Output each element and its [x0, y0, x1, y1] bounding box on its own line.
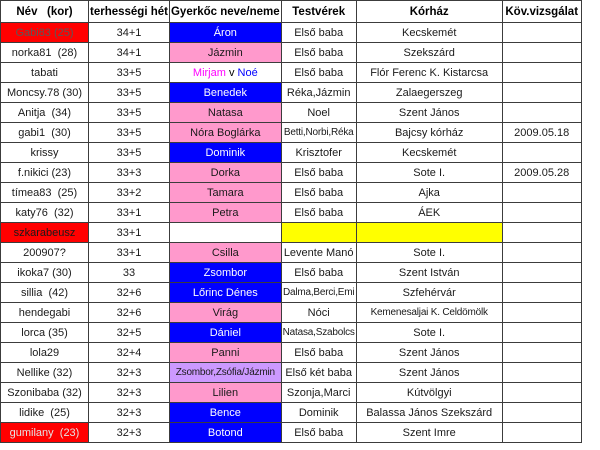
week-cell[interactable]: 32+3 [89, 423, 170, 443]
name-cell[interactable]: 200907? [1, 243, 89, 263]
week-cell[interactable]: 33+3 [89, 163, 170, 183]
column-header-child[interactable]: Gyerkőc neve/neme [169, 1, 281, 23]
table-row [1, 163, 582, 183]
next-exam-cell[interactable] [502, 203, 581, 223]
week-cell[interactable]: 33 [89, 263, 170, 283]
week-cell[interactable]: 33+5 [89, 63, 170, 83]
siblings-cell[interactable]: Első baba [281, 43, 356, 63]
child-name-cell[interactable]: Benedek [169, 83, 281, 103]
next-exam-cell[interactable]: 2009.05.28 [502, 163, 581, 183]
week-cell[interactable]: 32+6 [89, 283, 170, 303]
name-cell[interactable]: ikoka7 (30) [1, 263, 89, 283]
siblings-cell[interactable] [281, 223, 356, 243]
table-row [1, 423, 582, 443]
child-name-cell[interactable]: Lilien [169, 383, 281, 403]
week-cell[interactable]: 33+5 [89, 123, 170, 143]
week-cell[interactable]: 34+1 [89, 23, 170, 43]
siblings-cell[interactable]: Krisztofer [281, 143, 356, 163]
week-cell[interactable]: 33+2 [89, 183, 170, 203]
week-cell[interactable]: 33+1 [89, 203, 170, 223]
name-cell[interactable]: Nellike (32) [1, 363, 89, 383]
child-name-cell[interactable]: Zsombor [169, 263, 281, 283]
child-name-cell[interactable] [169, 223, 281, 243]
hospital-cell[interactable]: Sote I. [356, 323, 502, 343]
table-row [1, 343, 582, 363]
table-header [1, 1, 582, 23]
child-name-cell[interactable]: Botond [169, 423, 281, 443]
name-cell[interactable]: hendegabi [1, 303, 89, 323]
child-name-cell[interactable]: Virág [169, 303, 281, 323]
table-row [1, 263, 582, 283]
next-exam-cell[interactable] [502, 263, 581, 283]
next-exam-cell[interactable] [502, 143, 581, 163]
table-row [1, 203, 582, 223]
name-cell[interactable]: Szonibaba (32) [1, 383, 89, 403]
next-exam-cell[interactable] [502, 103, 581, 123]
hospital-cell[interactable]: Kecskemét [356, 23, 502, 43]
column-header-siblings[interactable]: Testvérek [281, 1, 356, 23]
table-row [1, 383, 582, 403]
next-exam-cell[interactable] [502, 303, 581, 323]
hospital-cell[interactable]: ÁEK [356, 203, 502, 223]
child-name-part: Noé [237, 66, 258, 79]
name-cell[interactable]: Gabi83 (25) [1, 23, 89, 43]
week-cell[interactable]: 33+5 [89, 143, 170, 163]
hospital-cell[interactable] [356, 223, 502, 243]
siblings-cell[interactable]: Első két baba [281, 363, 356, 383]
name-cell[interactable]: lorca (35) [1, 323, 89, 343]
child-name-cell[interactable] [169, 63, 281, 83]
siblings-cell[interactable]: Szonja,Marci [281, 383, 356, 403]
next-exam-cell[interactable] [502, 323, 581, 343]
siblings-cell[interactable]: Első baba [281, 423, 356, 443]
column-header-name[interactable]: Név (kor) [1, 1, 89, 23]
child-name-cell[interactable]: Petra [169, 203, 281, 223]
next-exam-cell[interactable] [502, 23, 581, 43]
name-cell[interactable]: norka81 (28) [1, 43, 89, 63]
table-row [1, 23, 582, 43]
table-body [1, 23, 582, 443]
child-name-cell[interactable]: Nóra Boglárka [169, 123, 281, 143]
name-cell[interactable]: katy76 (32) [1, 203, 89, 223]
child-name-cell[interactable]: Tamara [169, 183, 281, 203]
siblings-cell[interactable]: Első baba [281, 163, 356, 183]
child-name-cell[interactable]: Lőrinc Dénes [169, 283, 281, 303]
name-cell[interactable]: f.nikici (23) [1, 163, 89, 183]
siblings-cell[interactable]: Noel [281, 103, 356, 123]
name-cell[interactable]: gabi1 (30) [1, 123, 89, 143]
next-exam-cell[interactable] [502, 83, 581, 103]
name-cell[interactable]: tabati [1, 63, 89, 83]
week-cell[interactable]: 33+1 [89, 223, 170, 243]
hospital-cell[interactable]: Szent István [356, 263, 502, 283]
table-row [1, 223, 582, 243]
child-name-cell[interactable]: Panni [169, 343, 281, 363]
name-cell[interactable]: sillia (42) [1, 283, 89, 303]
column-header-week[interactable]: terhességi hét [89, 1, 170, 23]
column-header-next-exam[interactable]: Köv.vizsgálat [502, 1, 581, 23]
hospital-cell[interactable]: Szfehérvár [356, 283, 502, 303]
week-cell[interactable]: 32+4 [89, 343, 170, 363]
child-name-cell[interactable]: Dorka [169, 163, 281, 183]
table-row [1, 283, 582, 303]
next-exam-cell[interactable] [502, 243, 581, 263]
child-name-cell[interactable]: Csilla [169, 243, 281, 263]
name-cell[interactable]: lola29 [1, 343, 89, 363]
siblings-cell[interactable]: Nóci [281, 303, 356, 323]
table-row [1, 243, 582, 263]
week-cell[interactable]: 33+1 [89, 243, 170, 263]
table-row [1, 83, 582, 103]
table-row [1, 43, 582, 63]
siblings-cell[interactable]: Natasa,Szabolcs [281, 323, 356, 343]
hospital-cell[interactable]: Szent János [356, 103, 502, 123]
table-row [1, 303, 582, 323]
hospital-cell[interactable]: Sote I. [356, 243, 502, 263]
child-name-part: v [225, 66, 238, 79]
child-name-cell[interactable]: Zsombor,Zsófia/Jázmin [169, 363, 281, 383]
child-name-cell[interactable]: Dániel [169, 323, 281, 343]
name-cell[interactable]: Moncsy.78 (30) [1, 83, 89, 103]
next-exam-cell[interactable] [502, 423, 581, 443]
siblings-cell[interactable]: Réka,Jázmin [281, 83, 356, 103]
table-row [1, 63, 582, 83]
week-cell[interactable]: 32+3 [89, 383, 170, 403]
siblings-cell[interactable]: Első baba [281, 183, 356, 203]
child-name-cell[interactable]: Dominik [169, 143, 281, 163]
column-header-hospital[interactable]: Kórház [356, 1, 502, 23]
child-name-cell[interactable]: Jázmin [169, 43, 281, 63]
next-exam-cell[interactable] [502, 403, 581, 423]
siblings-cell[interactable]: Első baba [281, 63, 356, 83]
hospital-cell[interactable]: Bajcsy kórház [356, 123, 502, 143]
table-row [1, 143, 582, 163]
child-name-cell[interactable]: Bence [169, 403, 281, 423]
child-name-cell[interactable]: Natasa [169, 103, 281, 123]
table-row [1, 363, 582, 383]
siblings-cell[interactable]: Betti,Norbi,Réka [281, 123, 356, 143]
siblings-cell[interactable]: Első baba [281, 203, 356, 223]
name-cell[interactable]: gumilany (23) [1, 423, 89, 443]
siblings-cell[interactable]: Első baba [281, 343, 356, 363]
name-cell[interactable]: Anitja (34) [1, 103, 89, 123]
week-cell[interactable]: 32+3 [89, 363, 170, 383]
siblings-cell[interactable]: Első baba [281, 263, 356, 283]
table-row [1, 403, 582, 423]
siblings-cell[interactable]: Első baba [281, 23, 356, 43]
next-exam-cell[interactable] [502, 383, 581, 403]
hospital-cell[interactable]: Flór Ferenc K. Kistarcsa [356, 63, 502, 83]
hospital-cell[interactable]: Ajka [356, 183, 502, 203]
hospital-cell[interactable]: Sote I. [356, 163, 502, 183]
week-cell[interactable]: 34+1 [89, 43, 170, 63]
siblings-cell[interactable]: Dalma,Berci,Emi [281, 283, 356, 303]
hospital-cell[interactable]: Szent Imre [356, 423, 502, 443]
week-cell[interactable]: 33+5 [89, 83, 170, 103]
next-exam-cell[interactable] [502, 343, 581, 363]
table-row [1, 183, 582, 203]
week-cell[interactable]: 32+6 [89, 303, 170, 323]
table-row [1, 123, 582, 143]
week-cell[interactable]: 32+5 [89, 323, 170, 343]
hospital-cell[interactable]: Zalaegerszeg [356, 83, 502, 103]
name-cell[interactable]: tímea83 (25) [1, 183, 89, 203]
siblings-cell[interactable]: Levente Manó [281, 243, 356, 263]
week-cell[interactable]: 33+5 [89, 103, 170, 123]
header-row [1, 1, 582, 23]
next-exam-cell[interactable] [502, 223, 581, 243]
hospital-cell[interactable]: Szekszárd [356, 43, 502, 63]
siblings-cell[interactable]: Dominik [281, 403, 356, 423]
table-row [1, 323, 582, 343]
hospital-cell[interactable]: Kecskemét [356, 143, 502, 163]
week-cell[interactable]: 32+3 [89, 403, 170, 423]
next-exam-cell[interactable]: 2009.05.18 [502, 123, 581, 143]
name-cell[interactable]: lidike (25) [1, 403, 89, 423]
next-exam-cell[interactable] [502, 63, 581, 83]
next-exam-cell[interactable] [502, 363, 581, 383]
table-row [1, 103, 582, 123]
hospital-cell[interactable]: Kemenesaljai K. Celdömölk [356, 303, 502, 323]
name-cell[interactable]: krissy [1, 143, 89, 163]
next-exam-cell[interactable] [502, 43, 581, 63]
next-exam-cell[interactable] [502, 283, 581, 303]
name-cell[interactable]: szkarabeusz [1, 223, 89, 243]
hospital-cell[interactable]: Szent János [356, 343, 502, 363]
child-name-part: Mirjam [192, 66, 226, 79]
hospital-cell[interactable]: Kútvölgyi [356, 383, 502, 403]
next-exam-cell[interactable] [502, 183, 581, 203]
hospital-cell[interactable]: Balassa János Szekszárd [356, 403, 502, 423]
hospital-cell[interactable]: Szent János [356, 363, 502, 383]
child-name-cell[interactable]: Áron [169, 23, 281, 43]
